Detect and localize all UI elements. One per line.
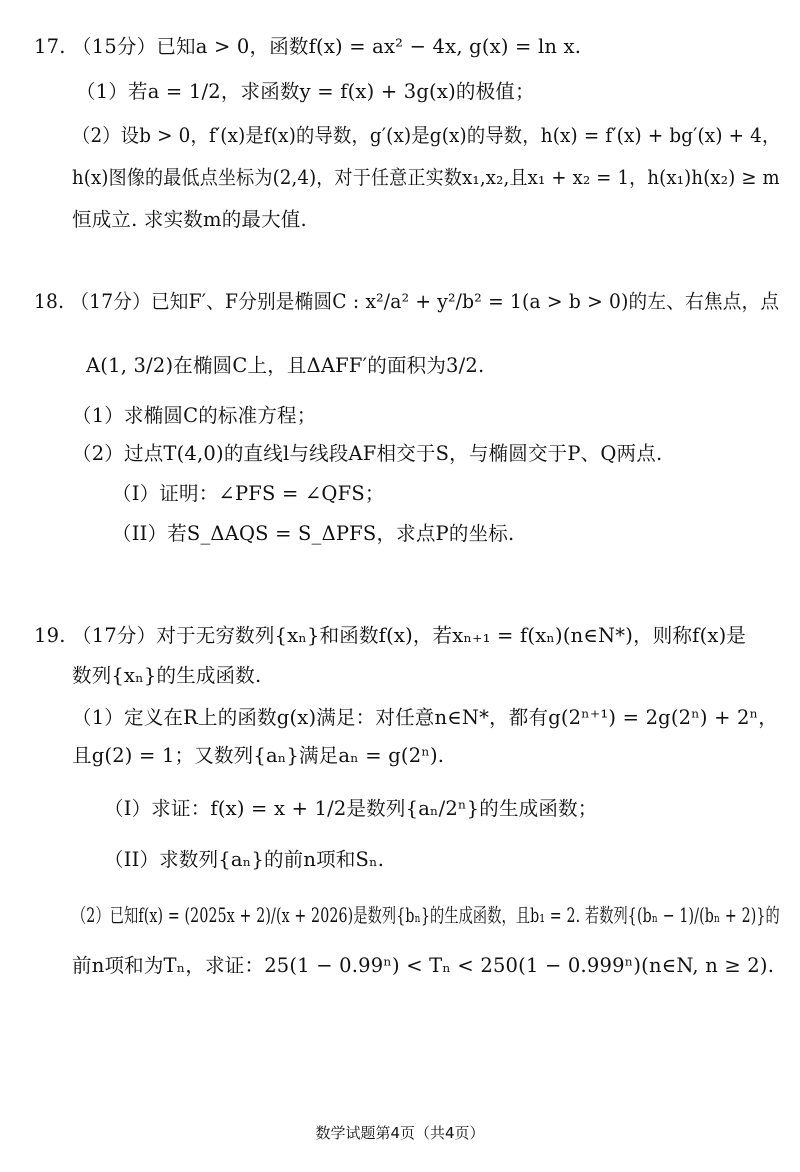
q18-header-line2: A(1, 3/2)在椭圆C上，且ΔAFF′的面积为3/2.	[86, 354, 485, 377]
q18-header: 18. （17分）已知F′、F分别是椭圆C : x²/a² + y²/b² = 1(a > b > 0)的左、右焦点，点	[34, 290, 780, 313]
q18-part1: （1）求椭圆C的标准方程；	[72, 404, 317, 427]
q17-part1: （1）若a = 1/2，求函数y = f(x) + 3g(x)的极值；	[76, 80, 535, 103]
q19-part2: （2）已知f(x) = (2025x + 2)/(x + 2026)是数列{bₙ}的生成函数，且b₁ = 2. 若数列{(bₙ − 1)/(bₙ + 2)}的	[72, 904, 780, 927]
q17-part2-line3: 恒成立. 求实数m的最大值.	[72, 208, 307, 231]
q17-header: 17. （15分）已知a > 0，函数f(x) = ax² − 4x, g(x) = ln x.	[34, 35, 582, 58]
q19-part1-ii: （II）求数列{aₙ}的前n项和Sₙ.	[104, 848, 385, 871]
q18-part2-i: （I）证明：∠PFS = ∠QFS；	[112, 482, 385, 505]
q19-part1-line2: 且g(2) = 1；又数列{aₙ}满足aₙ = g(2ⁿ).	[72, 744, 445, 767]
page-footer: 数学试题第4页（共4页）	[315, 1124, 485, 1142]
q17-part2-line1: （2）设b > 0，f′(x)是f(x)的导数，g′(x)是g(x)的导数，h(x) = f′(x) + bg′(x) + 4，	[72, 124, 781, 147]
q18-part2-ii: （II）若S_ΔAQS = S_ΔPFS，求点P的坐标.	[112, 522, 515, 545]
q19-part1-i: （I）求证：f(x) = x + 1/2是数列{aₙ/2ⁿ}的生成函数；	[104, 797, 598, 820]
q19-header-line2: 数列{xₙ}的生成函数.	[72, 664, 262, 687]
q19-part1: （1）定义在R上的函数g(x)满足：对任意n∈N*，都有g(2ⁿ⁺¹) = 2g(2ⁿ) + 2ⁿ，	[72, 706, 779, 729]
q19-header: 19. （17分）对于无穷数列{xₙ}和函数f(x)，若xₙ₊₁ = f(xₙ)(n∈N*)，则称f(x)是	[34, 624, 747, 647]
q17-part2-line2: h(x)图像的最低点坐标为(2,4)，对于任意正实数x₁,x₂,且x₁ + x₂ = 1，h(x₁)h(x₂) ≥ m	[72, 166, 780, 189]
q18-part2: （2）过点T(4,0)的直线l与线段AF相交于S，与椭圆交于P、Q两点.	[72, 442, 663, 465]
q19-part2-line2: 前n项和为Tₙ，求证：25(1 − 0.99ⁿ) < Tₙ < 250(1 − 0.999ⁿ)(n∈N, n ≥ 2).	[72, 954, 775, 977]
